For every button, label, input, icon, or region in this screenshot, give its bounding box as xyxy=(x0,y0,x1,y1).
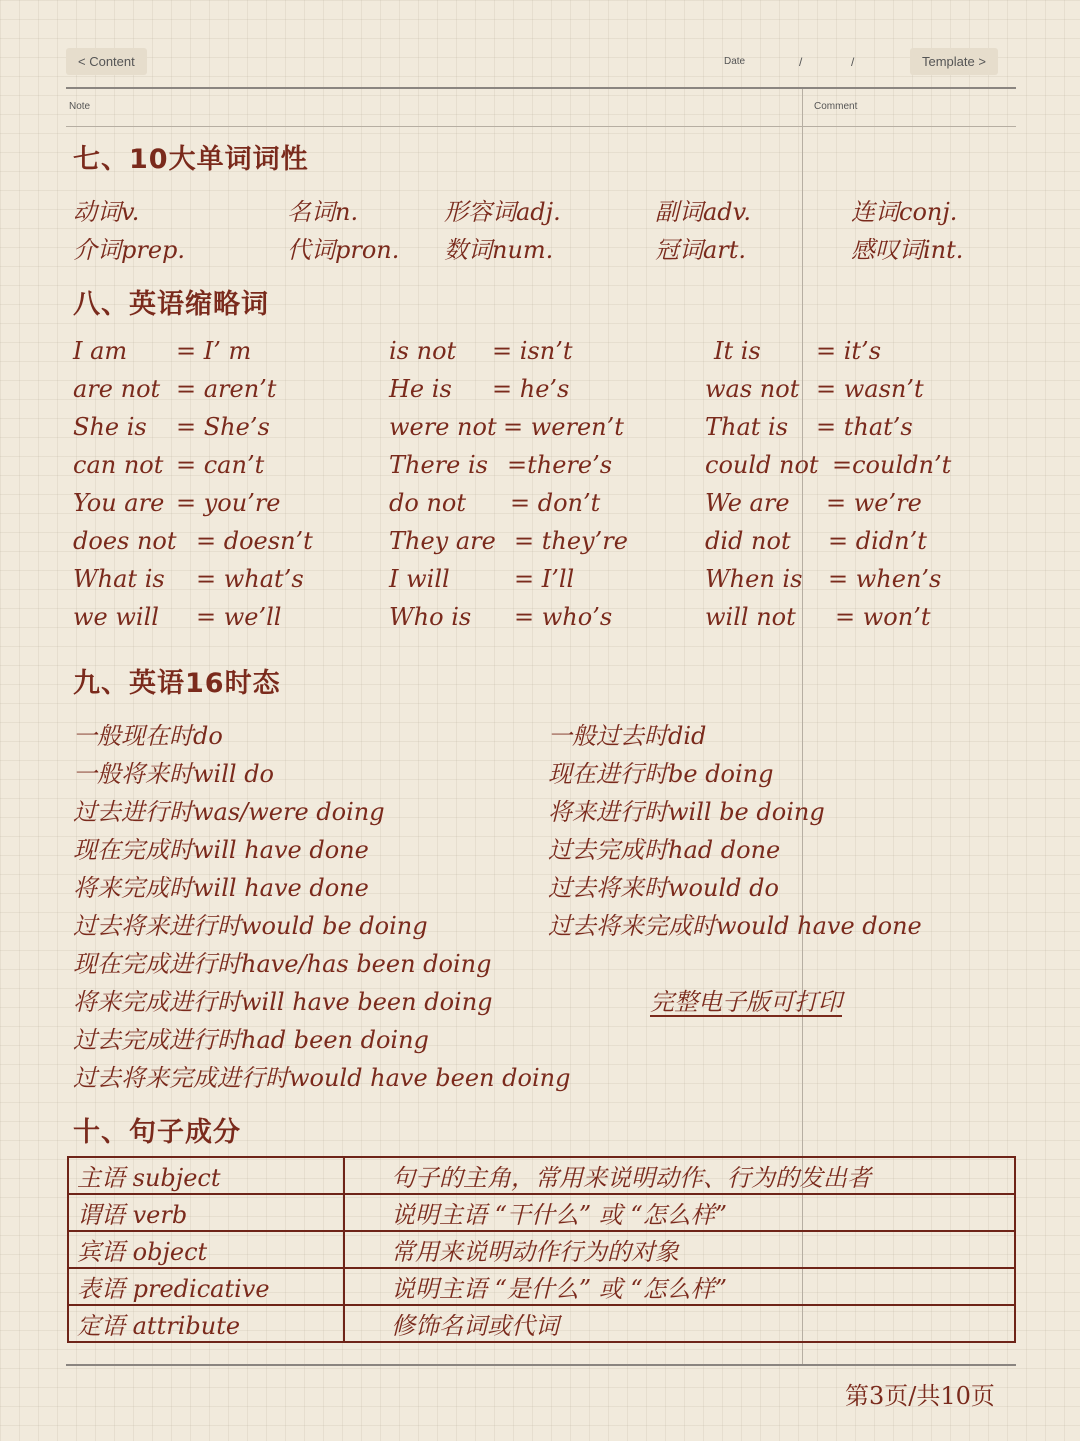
contraction-full: You are xyxy=(73,489,165,517)
comment-label: Comment xyxy=(814,101,858,112)
table-row xyxy=(68,1231,1015,1268)
tense-item: 将来进行时will be doing xyxy=(548,798,825,826)
contraction-short: = aren’t xyxy=(176,375,277,403)
contraction-short: = doesn’t xyxy=(196,527,313,555)
component-term: 谓语 verb xyxy=(68,1194,344,1231)
footer-divider xyxy=(66,1364,1016,1366)
contraction-short: = who’s xyxy=(514,603,613,631)
part-of-speech: 数词num. xyxy=(444,236,554,264)
tense-item: 现在完成进行时have/has been doing xyxy=(73,950,492,978)
contraction-short: = didn’t xyxy=(828,527,927,555)
contraction-short: = She’s xyxy=(176,413,270,441)
tense-item: 过去将来完成进行时would have been doing xyxy=(73,1064,571,1092)
contraction-short: = what’s xyxy=(196,565,304,593)
contraction-full: That is xyxy=(705,413,789,441)
contraction-full: They are xyxy=(389,527,496,555)
tense-item: 过去将来完成时would have done xyxy=(548,912,922,940)
date-separator: / xyxy=(851,55,855,69)
table-row xyxy=(68,1157,1015,1194)
table-row xyxy=(68,1194,1015,1231)
part-of-speech: 感叹词int. xyxy=(851,236,964,264)
part-of-speech: 代词pron. xyxy=(287,236,400,264)
component-term: 宾语 object xyxy=(68,1231,344,1268)
contraction-full: He is xyxy=(389,375,452,403)
part-of-speech: 连词conj. xyxy=(851,198,958,226)
component-description: 说明主语 “干什么” 或 “怎么样” xyxy=(344,1194,1015,1231)
contraction-full: are not xyxy=(73,375,161,403)
part-of-speech: 冠词art. xyxy=(655,236,747,264)
contraction-full: were not xyxy=(389,413,497,441)
part-of-speech: 名词n. xyxy=(287,198,359,226)
contraction-short: = we’re xyxy=(826,489,922,517)
template-button[interactable]: Template > xyxy=(910,48,998,75)
tense-item: 现在进行时be doing xyxy=(548,760,774,788)
section-title: 十、句子成分 xyxy=(73,1117,241,1148)
contraction-full: does not xyxy=(73,527,177,555)
tense-item: 过去将来进行时would be doing xyxy=(73,912,428,940)
contraction-short: =couldn’t xyxy=(832,451,952,479)
contraction-short: = you’re xyxy=(176,489,281,517)
contraction-full: There is xyxy=(389,451,488,479)
part-of-speech: 动词v. xyxy=(73,198,140,226)
tense-item: 过去完成时had done xyxy=(548,836,781,864)
printable-version-link[interactable]: 完整电子版可打印 xyxy=(650,988,842,1016)
contraction-full: It is xyxy=(714,337,761,365)
page-indicator: 第3页/共10页 xyxy=(845,1382,995,1410)
contraction-short: = can’t xyxy=(176,451,265,479)
date-label: Date xyxy=(724,56,746,67)
header-divider xyxy=(66,87,1016,89)
contraction-short: = don’t xyxy=(510,489,601,517)
contraction-full: She is xyxy=(73,413,147,441)
component-description: 句子的主角，常用来说明动作、行为的发出者 xyxy=(344,1157,1015,1194)
date-separator: / xyxy=(799,55,803,69)
contraction-full: we will xyxy=(73,603,159,631)
contraction-short: =there’s xyxy=(507,451,613,479)
content-button[interactable]: < Content xyxy=(66,48,147,75)
contraction-short: = he’s xyxy=(492,375,570,403)
contraction-short: = it’s xyxy=(816,337,882,365)
sentence-components-table xyxy=(67,1156,1016,1343)
tense-item: 将来完成时will have done xyxy=(73,874,369,902)
component-term: 主语 subject xyxy=(68,1157,344,1194)
contraction-full: I am xyxy=(73,337,128,365)
contraction-full: can not xyxy=(73,451,164,479)
contraction-full: could not xyxy=(705,451,819,479)
section-title: 八、英语缩略词 xyxy=(73,289,269,320)
part-of-speech: 形容词adj. xyxy=(444,198,561,226)
contraction-full: do not xyxy=(389,489,466,517)
note-divider xyxy=(66,126,1016,127)
component-description: 修饰名词或代词 xyxy=(344,1305,1015,1342)
tense-item: 将来完成进行时will have been doing xyxy=(73,988,493,1016)
contraction-short: = I’ll xyxy=(514,565,575,593)
tense-item: 现在完成时will have done xyxy=(73,836,369,864)
tense-item: 一般将来时will do xyxy=(73,760,275,788)
contraction-full: was not xyxy=(705,375,800,403)
part-of-speech: 介词prep. xyxy=(73,236,186,264)
component-description: 说明主语 “是什么” 或 “怎么样” xyxy=(344,1268,1015,1305)
table-row xyxy=(68,1268,1015,1305)
note-label: Note xyxy=(69,101,91,112)
tense-item: 过去将来时would do xyxy=(548,874,779,902)
section-title: 七、10大单词词性 xyxy=(73,144,309,175)
component-term: 定语 attribute xyxy=(68,1305,344,1342)
contraction-short: = when’s xyxy=(828,565,942,593)
contraction-short: = isn’t xyxy=(492,337,573,365)
contraction-full: When is xyxy=(705,565,803,593)
part-of-speech: 副词adv. xyxy=(655,198,752,226)
contraction-full: I will xyxy=(389,565,450,593)
tense-item: 过去完成进行时had been doing xyxy=(73,1026,429,1054)
contraction-full: We are xyxy=(705,489,790,517)
contraction-short: = wasn’t xyxy=(816,375,924,403)
component-term: 表语 predicative xyxy=(68,1268,344,1305)
contraction-short: = I’ m xyxy=(176,337,252,365)
component-description: 常用来说明动作行为的对象 xyxy=(344,1231,1015,1268)
contraction-short: = that’s xyxy=(816,413,913,441)
contraction-full: did not xyxy=(705,527,791,555)
contraction-full: is not xyxy=(389,337,457,365)
section-title: 九、英语16时态 xyxy=(73,668,281,699)
tense-item: 一般现在时do xyxy=(73,722,223,750)
contraction-short: = they’re xyxy=(514,527,628,555)
tense-item: 一般过去时did xyxy=(548,722,707,750)
contraction-full: will not xyxy=(705,603,796,631)
contraction-full: What is xyxy=(73,565,165,593)
contraction-short: = weren’t xyxy=(503,413,624,441)
contraction-full: Who is xyxy=(389,603,472,631)
tense-item: 过去进行时was/were doing xyxy=(73,798,385,826)
contraction-short: = won’t xyxy=(835,603,931,631)
table-row xyxy=(68,1305,1015,1342)
contraction-short: = we’ll xyxy=(196,603,282,631)
